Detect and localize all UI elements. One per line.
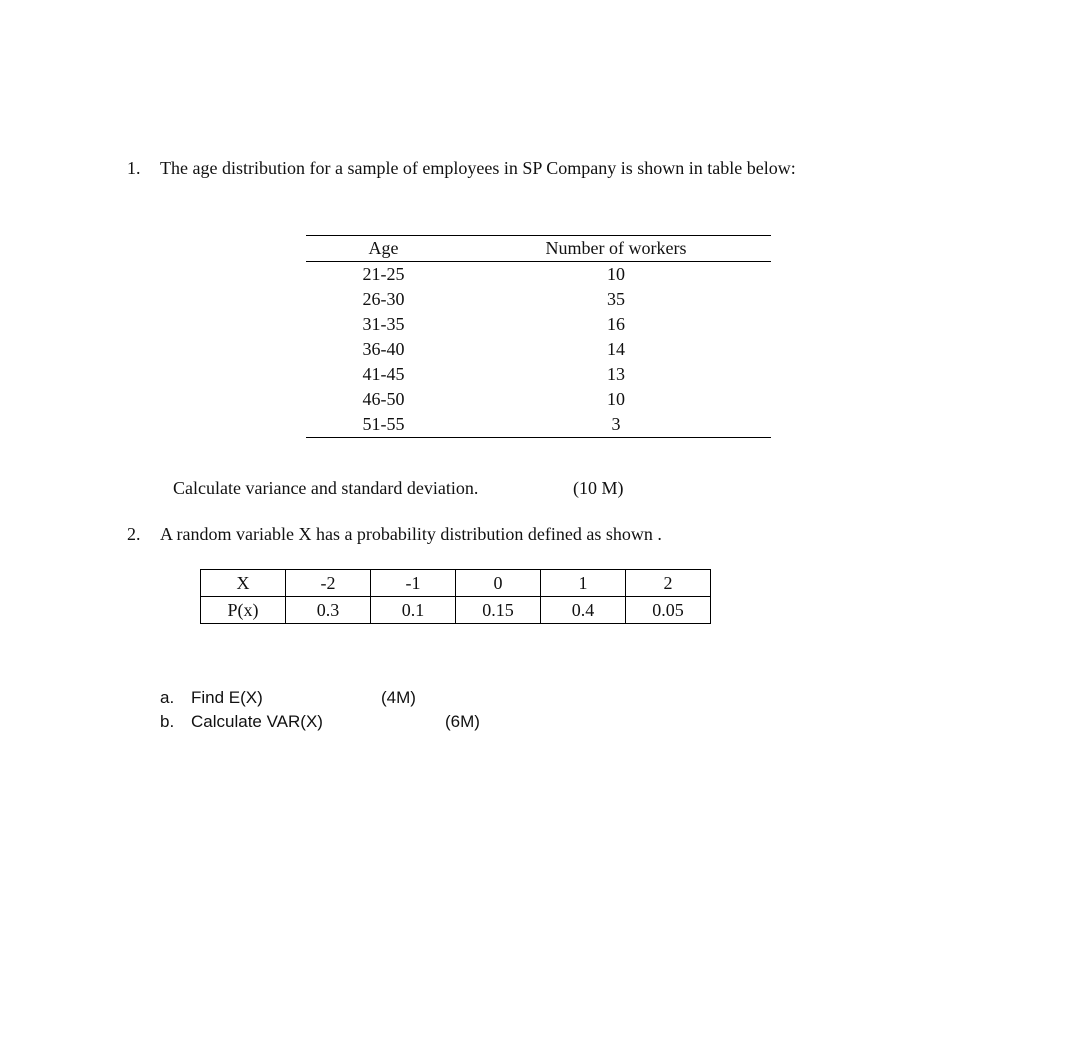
age-cell: 41-45 bbox=[362, 364, 405, 384]
probability-cell: 0.3 bbox=[286, 597, 371, 624]
part-a-text: Find E(X) bbox=[191, 688, 263, 707]
probability-cell: 0.1 bbox=[371, 597, 456, 624]
probability-distribution-table bbox=[200, 569, 711, 624]
table-row bbox=[306, 337, 771, 362]
probability-cell: 0.15 bbox=[456, 597, 541, 624]
workers-cell: 10 bbox=[607, 389, 625, 409]
probability-row bbox=[201, 597, 711, 624]
px-header-cell: P(x) bbox=[201, 597, 286, 624]
x-value-cell: -1 bbox=[371, 570, 456, 597]
workers-cell: 10 bbox=[607, 264, 625, 284]
question-1-text: The age distribution for a sample of employees in SP Company is shown in table below: bbox=[160, 158, 796, 178]
part-a-marks: (4M) bbox=[381, 688, 416, 707]
x-value-cell: 0 bbox=[456, 570, 541, 597]
table-row bbox=[306, 312, 771, 337]
table-row bbox=[306, 412, 771, 438]
table-row bbox=[306, 387, 771, 412]
x-value-cell: -2 bbox=[286, 570, 371, 597]
workers-cell: 13 bbox=[607, 364, 625, 384]
age-distribution-table bbox=[306, 235, 771, 438]
question-2-text: A random variable X has a probability distribution defined as shown . bbox=[160, 524, 662, 544]
question-2-number: 2. bbox=[127, 524, 141, 544]
header-number-of-workers: Number of workers bbox=[461, 236, 771, 262]
age-cell: 51-55 bbox=[306, 412, 461, 438]
workers-cell: 14 bbox=[607, 339, 625, 359]
x-values-row bbox=[201, 570, 711, 597]
part-a-label: a. bbox=[160, 688, 175, 707]
part-b-label: b. bbox=[160, 712, 175, 731]
table-row bbox=[306, 287, 771, 312]
part-b-text: Calculate VAR(X) bbox=[191, 712, 323, 731]
table-header-row bbox=[306, 236, 771, 262]
age-cell: 21-25 bbox=[362, 264, 405, 284]
probability-cell: 0.4 bbox=[541, 597, 626, 624]
age-cell: 31-35 bbox=[362, 314, 405, 334]
age-cell: 46-50 bbox=[362, 389, 405, 409]
table-row bbox=[306, 262, 771, 288]
x-header-cell: X bbox=[201, 570, 286, 597]
table-row bbox=[306, 362, 771, 387]
question-1-marks: (10 M) bbox=[573, 478, 624, 498]
x-value-cell: 2 bbox=[626, 570, 711, 597]
question-1-instruction: Calculate variance and standard deviation. bbox=[173, 478, 479, 498]
age-cell: 36-40 bbox=[362, 339, 405, 359]
workers-cell: 16 bbox=[607, 314, 625, 334]
x-value-cell: 1 bbox=[541, 570, 626, 597]
header-age: Age bbox=[306, 236, 461, 262]
question-1-number: 1. bbox=[127, 158, 141, 178]
part-b-marks: (6M) bbox=[445, 712, 480, 731]
age-cell: 26-30 bbox=[362, 289, 405, 309]
workers-cell: 35 bbox=[607, 289, 625, 309]
workers-cell: 3 bbox=[461, 412, 771, 438]
probability-cell: 0.05 bbox=[626, 597, 711, 624]
